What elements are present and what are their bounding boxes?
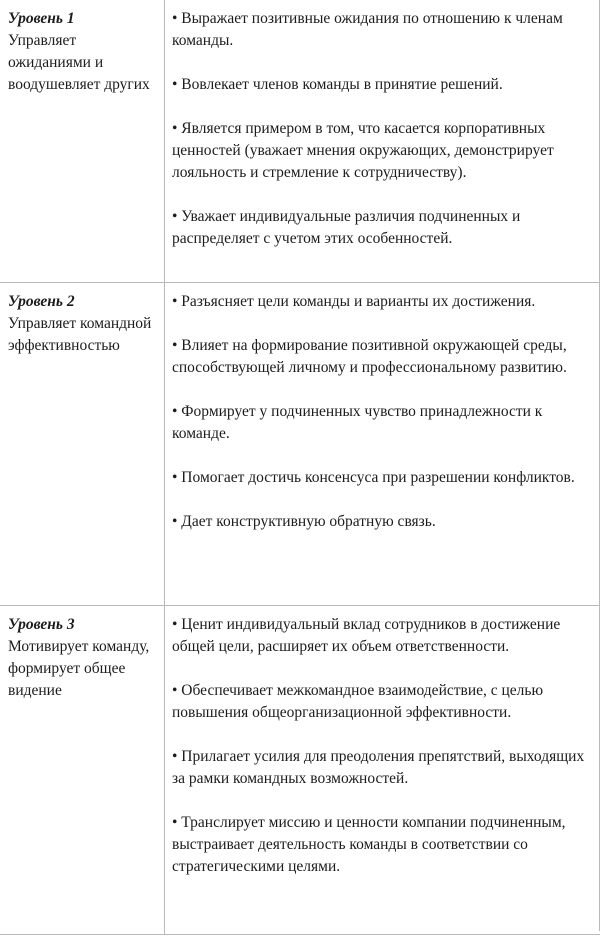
behavior-item: • Уважает индивидуальные различия подчиненных и распределяет с учетом этих особенностей. — [172, 208, 521, 247]
behavior-item: • Ценит индивидуальный вклад сотрудников в достижение общей цели, расширяет их объем ответственности. — [172, 616, 561, 655]
behavior-item: • Обеспечивает межкомандное взаимодействие, с целью повышения общеорганизационной эффективности. — [172, 682, 544, 721]
behavior-item: • Формирует у подчиненных чувство принадлежности к команде. — [172, 403, 543, 442]
behaviors-cell — [165, 0, 600, 282]
level-title: Уровень 2 — [8, 293, 75, 310]
table-row — [0, 283, 600, 606]
behavior-item: • Влияет на формирование позитивной окружающей среды, способствующей личному и профессиональному развитию. — [172, 337, 567, 376]
behaviors-cell — [165, 283, 600, 605]
level-cell — [0, 283, 165, 605]
level-cell — [0, 606, 165, 934]
behavior-item: • Выражает позитивные ожидания по отношению к членам команды. — [172, 10, 563, 49]
level-description: Управляет командной эффективностью — [8, 315, 152, 354]
behaviors-cell — [165, 606, 600, 934]
behavior-item: • Вовлекает членов команды в принятие решений. — [172, 76, 503, 93]
behavior-item: • Является примером в том, что касается корпоративных ценностей (уважает мнения окружающих, демонстрирует лояльность и стремление к сотрудничеству). — [172, 120, 554, 181]
level-description: Мотивирует команду, формирует общее видение — [8, 638, 150, 699]
behavior-item: • Разъясняет цели команды и варианты их достижения. — [172, 293, 536, 310]
behavior-item: • Транслирует миссию и ценности компании подчиненным, выстраивает деятельность команды в соответствии со стратегическими целями. — [172, 814, 566, 875]
level-description: Управляет ожиданиями и воодушевляет других — [8, 32, 150, 93]
table-row — [0, 606, 600, 935]
table-row — [0, 0, 600, 283]
behavior-item: • Дает конструктивную обратную связь. — [172, 513, 436, 530]
behavior-item: • Помогает достичь консенсуса при разрешении конфликтов. — [172, 469, 575, 486]
level-title: Уровень 1 — [8, 10, 75, 27]
level-title: Уровень 3 — [8, 616, 75, 633]
level-cell — [0, 0, 165, 282]
behavior-item: • Прилагает усилия для преодоления препятствий, выходящих за рамки командных возможностей. — [172, 748, 585, 787]
